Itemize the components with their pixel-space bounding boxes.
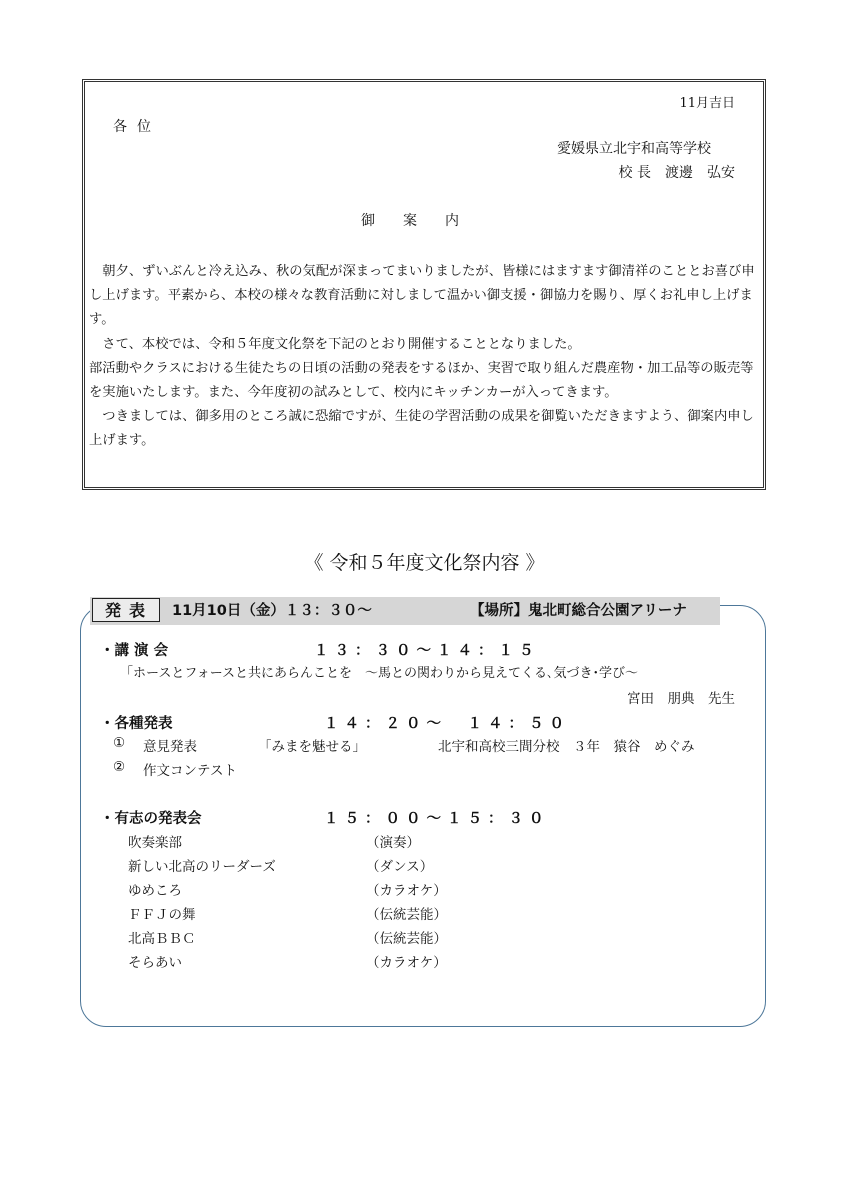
presentation-presenter: 北宇和高校三間分校 ３年 猿谷 めぐみ [438,739,695,755]
letter-recipient: 各位 [113,119,161,135]
lecture-time: １３：３０～１４：１５ [314,643,540,659]
event-datetime: 11月10日（金）１３：３０～ [172,603,372,619]
volunteer-group: ゆめころ [128,883,182,899]
school-name: 愛媛県立北宇和高等学校 [557,141,711,157]
volunteer-group: そらあい [128,955,182,971]
presentation-category: 作文コンテスト [143,763,237,779]
letter-heading: 御案内 [361,213,487,229]
lecture-heading: ・講 演 会 [100,643,169,659]
volunteer-group: 吹奏楽部 [128,835,182,851]
presentation-title: 「みまを魅せる」 [258,739,366,755]
volunteer-type: （伝統芸能） [366,907,447,923]
event-tag: 発表 [92,598,160,622]
presentations-time: １４：２０～ １４：５０ [324,716,570,732]
section-title: 《 令和５年度文化祭内容 》 [304,552,545,574]
volunteer-heading: ・有志の発表会 [100,811,202,827]
volunteer-type: （カラオケ） [366,883,447,899]
principal-name: 校 長 渡邊 弘安 [618,165,735,181]
volunteer-type: （伝統芸能） [366,931,447,947]
presentation-category: 意見発表 [143,739,197,755]
volunteer-time: １５：００～１５：３０ [324,811,550,827]
volunteer-group: ＦＦＪの舞 [128,907,196,923]
event-band [90,597,720,625]
volunteer-type: （ダンス） [366,859,434,875]
event-place: 【場所】鬼北町総合公園アリーナ [470,603,687,619]
letter-paragraph: 朝夕、ずいぶんと冷え込み、秋の気配が深まってまいりましたが、皆様にはますます御清祥のこととお喜び申し上げます。平素から、本校の様々な教育活動に対しまして温かい御支援・御協力を賜り、厚くお礼申し上げます。 [89,264,755,328]
presentations-heading: ・各種発表 [100,716,173,732]
letter-body [89,260,757,454]
volunteer-type: （カラオケ） [366,955,447,971]
presentation-number: ② [113,759,126,775]
letter-paragraph: 部活動やクラスにおける生徒たちの日頃の活動の発表をするほか、実習で取り組んだ農産物・加工品等の販売等を実施いたします。また、今年度初の試みとして、校内にキッチンカーが入ってきます。 [89,360,754,401]
letter-paragraph: さて、本校では、令和５年度文化祭を下記のとおり開催することとなりました。 [89,336,581,352]
letter-box [82,79,766,490]
volunteer-group: 北高ＢＢＣ [128,931,196,947]
letter-paragraph: つきましては、御多用のところ誠に恐縮ですが、生徒の学習活動の成果を御覧いただきますよう、御案内申し上げます。 [89,409,754,449]
lecture-title: 「ホースとフォースと共にあらんことを ～馬との関わりから見えてくる､気づき･学び～ [120,666,639,681]
presentation-number: ① [113,735,126,751]
letter-date: 11月吉日 [679,96,735,111]
volunteer-group: 新しい北高のリーダーズ [128,859,276,875]
volunteer-type: （演奏） [366,835,420,851]
lecture-speaker: 宮田 朋典 先生 [627,691,735,707]
